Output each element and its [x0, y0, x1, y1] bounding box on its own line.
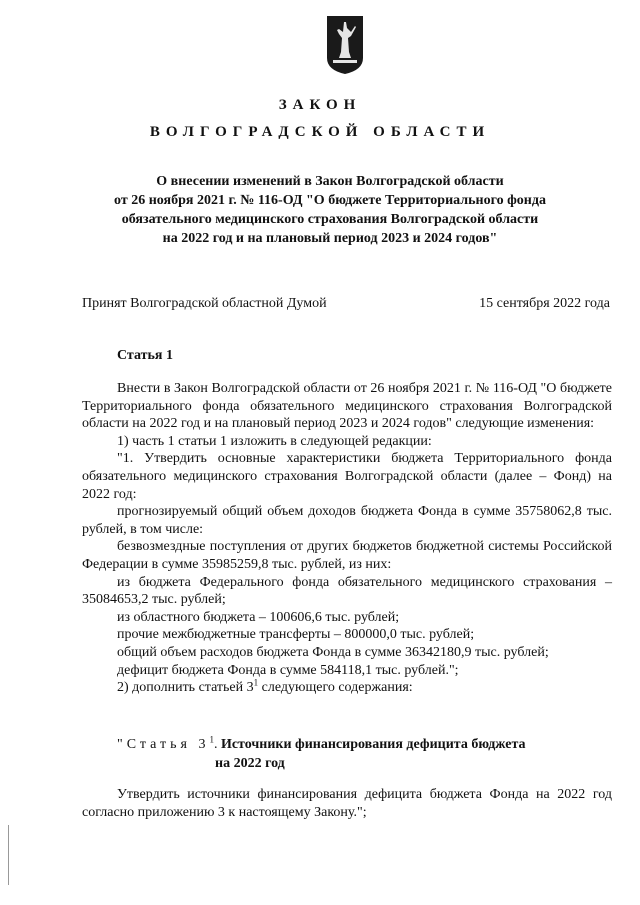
from-regional: из областного бюджета – 100606,6 тыс. рублей; [117, 609, 400, 625]
article-3-1-heading [117, 735, 617, 773]
deficit: дефицит бюджета Фонда в сумме 584118,1 тыс. рублей."; [117, 662, 459, 678]
article-1-heading: Статья 1 [117, 348, 173, 363]
law-subject [60, 172, 600, 248]
coat-of-arms-icon [325, 14, 365, 76]
article-3-1-title: Источники финансирования дефицита бюджета [220, 737, 526, 752]
law-title: ЗАКОН [278, 97, 362, 113]
item-1: 1) часть 1 статьи 1 изложить в следующей редакции: [117, 433, 432, 449]
transfers: безвозмездные поступления от других бюджетов бюджетной системы Российской Федерации в сумме 35985259,8 тыс. рублей, из них: [82, 539, 612, 572]
item-2-sup: 1 [253, 677, 259, 688]
scan-margin-line [8, 825, 9, 885]
adoption-line [82, 296, 610, 312]
expenses-total: общий объем расходов бюджета Фонда в сумме 36342180,9 тыс. рублей; [117, 644, 549, 660]
item-2 [82, 679, 612, 697]
adopted-date: 15 сентября 2022 года [479, 296, 610, 311]
article-3-1-text [82, 786, 612, 822]
article-1-intro: Внести в Закон Волгоградской области от 26 ноября 2021 г. № 116-ОД "О бюджете Территориального фонда обязательного медицинского страхования Волгоградской области на 2022 год и на плановый период 2023 и 2024 годов" следующие изменения: [82, 381, 612, 432]
income-total: прогнозируемый общий объем доходов бюджета Фонда в сумме 35758062,8 тыс. рублей, в том числе: [82, 504, 612, 537]
article-3-1-dot: . [213, 737, 218, 752]
from-federal: из бюджета Федерального фонда обязательного медицинского страхования – 35084653,2 тыс. рублей; [82, 574, 612, 608]
article-3-1-title-line2: на 2022 год [215, 756, 285, 771]
item-2-before: 2) дополнить статьей 3 [117, 680, 254, 696]
region-title: ВОЛГОГРАДСКОЙ ОБЛАСТИ [149, 124, 491, 140]
subject-line: О внесении изменений в Закон Волгоградской области [156, 174, 504, 189]
subject-line: от 26 ноября 2021 г. № 116-ОД "О бюджете Территориального фонда [114, 193, 546, 208]
item-1-text: "1. Утвердить основные характеристики бюджета Территориального фонда обязательного медицинского страхования Волгоградской области (далее – Фонд) на 2022 год: [82, 451, 612, 502]
subject-line: на 2022 год и на плановый период 2023 и 2024 годов" [162, 231, 498, 246]
article-1-body [82, 380, 612, 697]
article-3-1-sup: 1 [209, 734, 214, 745]
other-transfers: прочие межбюджетные трансферты – 800000,0 тыс. рублей; [117, 627, 475, 643]
article-3-1-prefix: "Статья 3 [117, 737, 210, 752]
article-3-1-paragraph: Утвердить источники финансирования дефицита бюджета Фонда на 2022 год согласно приложению 3 к настоящему Закону."; [82, 787, 612, 820]
item-2-after: следующего содержания: [258, 680, 413, 696]
subject-line: обязательного медицинского страхования Волгоградской области [121, 212, 539, 227]
adopted-by: Принят Волгоградской областной Думой [82, 296, 327, 311]
